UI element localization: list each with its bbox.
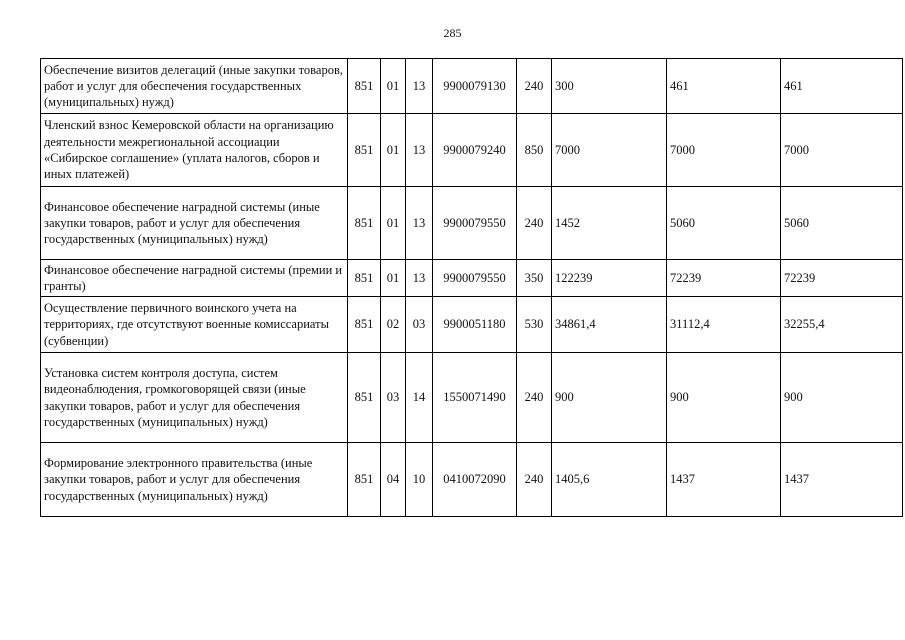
table-row — [41, 297, 903, 353]
cell-subsection-code: 13 — [406, 114, 433, 187]
cell-target-article: 1550071490 — [433, 353, 517, 443]
cell-amount-year-3: 32255,4 — [781, 297, 903, 353]
cell-amount-year-2: 31112,4 — [667, 297, 781, 353]
cell-expense-type: 850 — [517, 114, 552, 187]
cell-ministry-code: 851 — [348, 297, 381, 353]
cell-amount-year-2: 5060 — [667, 187, 781, 260]
cell-expense-type: 240 — [517, 187, 552, 260]
cell-amount-year-1: 1452 — [552, 187, 667, 260]
cell-subsection-code: 13 — [406, 59, 433, 114]
cell-ministry-code: 851 — [348, 59, 381, 114]
cell-expense-type: 240 — [517, 443, 552, 517]
cell-expense-type: 350 — [517, 260, 552, 297]
table-row — [41, 260, 903, 297]
cell-expense-type: 530 — [517, 297, 552, 353]
table-row — [41, 59, 903, 114]
cell-amount-year-3: 900 — [781, 353, 903, 443]
cell-section-code: 01 — [381, 114, 406, 187]
cell-amount-year-1: 122239 — [552, 260, 667, 297]
page-number: 285 — [443, 26, 462, 40]
cell-description: Членский взнос Кемеровской области на организацию деятельности межрегиональной ассоциации «Сибирское соглашение» (уплата налогов, сборов и иных платежей) — [41, 114, 348, 187]
cell-amount-year-2: 7000 — [667, 114, 781, 187]
cell-amount-year-1: 900 — [552, 353, 667, 443]
cell-ministry-code: 851 — [348, 353, 381, 443]
cell-amount-year-1: 1405,6 — [552, 443, 667, 517]
cell-description: Осуществление первичного воинского учета на территориях, где отсутствуют военные комиссариаты (субвенции) — [41, 297, 348, 353]
cell-amount-year-2: 72239 — [667, 260, 781, 297]
table-row — [41, 443, 903, 517]
budget-table — [40, 58, 903, 517]
cell-section-code: 03 — [381, 353, 406, 443]
cell-amount-year-1: 300 — [552, 59, 667, 114]
table-row — [41, 353, 903, 443]
cell-section-code: 04 — [381, 443, 406, 517]
cell-amount-year-3: 461 — [781, 59, 903, 114]
cell-subsection-code: 13 — [406, 260, 433, 297]
cell-description: Финансовое обеспечение наградной системы (иные закупки товаров, работ и услуг для обеспечения государственных (муниципальных) нужд) — [41, 187, 348, 260]
cell-section-code: 01 — [381, 59, 406, 114]
cell-expense-type: 240 — [517, 353, 552, 443]
cell-target-article: 9900079550 — [433, 187, 517, 260]
table-row — [41, 187, 903, 260]
cell-ministry-code: 851 — [348, 187, 381, 260]
cell-section-code: 01 — [381, 260, 406, 297]
cell-target-article: 9900079130 — [433, 59, 517, 114]
cell-description: Формирование электронного правительства (иные закупки товаров, работ и услуг для обеспечения государственных (муниципальных) нужд) — [41, 443, 348, 517]
cell-ministry-code: 851 — [348, 260, 381, 297]
cell-target-article: 9900079240 — [433, 114, 517, 187]
cell-amount-year-1: 7000 — [552, 114, 667, 187]
cell-amount-year-2: 1437 — [667, 443, 781, 517]
cell-target-article: 0410072090 — [433, 443, 517, 517]
cell-subsection-code: 14 — [406, 353, 433, 443]
cell-target-article: 9900051180 — [433, 297, 517, 353]
cell-amount-year-3: 5060 — [781, 187, 903, 260]
cell-amount-year-2: 900 — [667, 353, 781, 443]
cell-description: Обеспечение визитов делегаций (иные закупки товаров, работ и услуг для обеспечения государственных (муниципальных) нужд) — [41, 59, 348, 114]
table-row — [41, 114, 903, 187]
cell-amount-year-2: 461 — [667, 59, 781, 114]
cell-amount-year-3: 1437 — [781, 443, 903, 517]
cell-amount-year-3: 7000 — [781, 114, 903, 187]
cell-amount-year-1: 34861,4 — [552, 297, 667, 353]
cell-ministry-code: 851 — [348, 443, 381, 517]
cell-subsection-code: 10 — [406, 443, 433, 517]
cell-ministry-code: 851 — [348, 114, 381, 187]
cell-target-article: 9900079550 — [433, 260, 517, 297]
cell-description: Финансовое обеспечение наградной системы (премии и гранты) — [41, 260, 348, 297]
cell-subsection-code: 13 — [406, 187, 433, 260]
cell-expense-type: 240 — [517, 59, 552, 114]
cell-description: Установка систем контроля доступа, систем видеонаблюдения, громкоговорящей связи (иные закупки товаров, работ и услуг для обеспечения государственных (муниципальных) нужд) — [41, 353, 348, 443]
cell-section-code: 01 — [381, 187, 406, 260]
cell-section-code: 02 — [381, 297, 406, 353]
cell-amount-year-3: 72239 — [781, 260, 903, 297]
cell-subsection-code: 03 — [406, 297, 433, 353]
